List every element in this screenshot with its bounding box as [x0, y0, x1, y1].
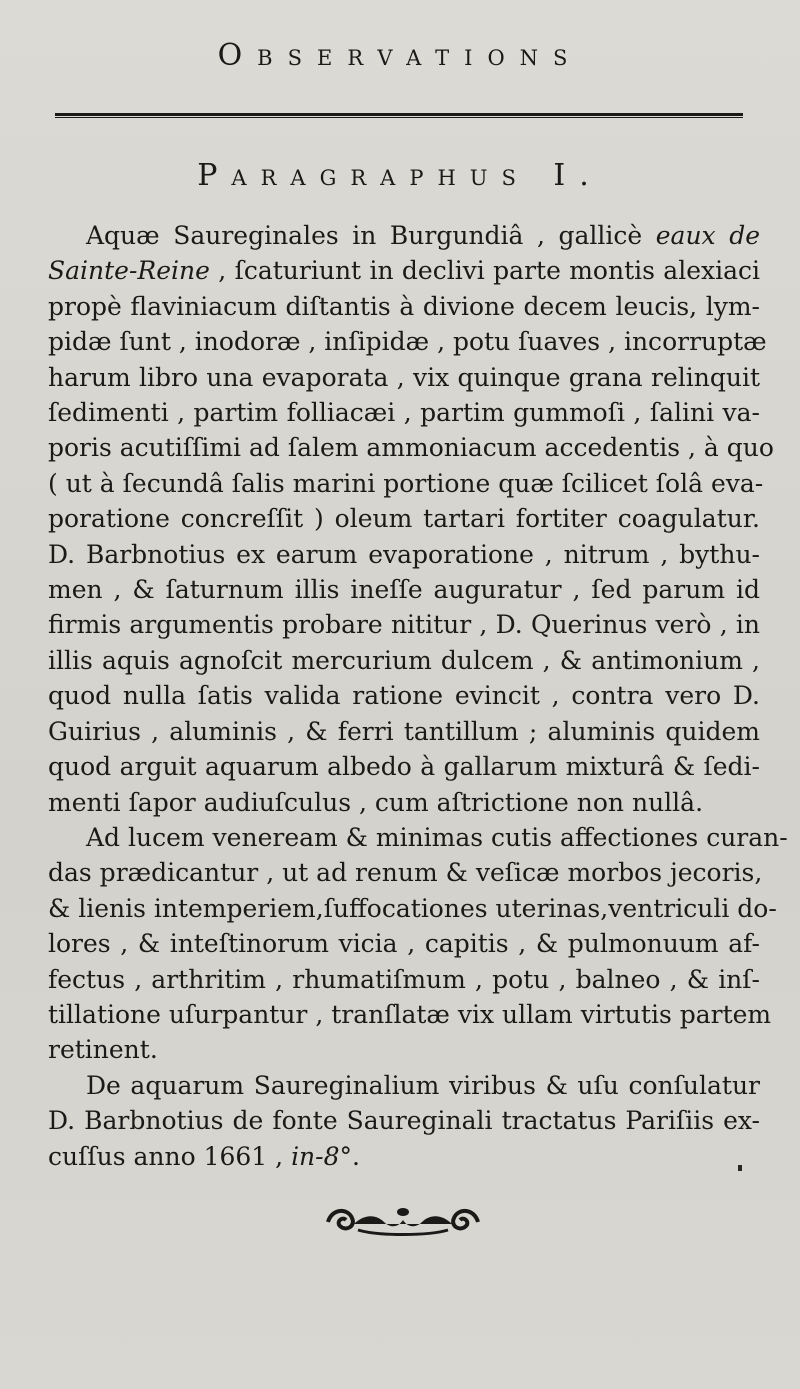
text-line: illis aquis agnoſcit mercurium dulcem , & antimonium , [48, 645, 760, 675]
decorative-ornament-icon [318, 1200, 488, 1240]
text-line: Sainte-Reine , ſcaturiunt in declivi parte montis alexiaci [48, 256, 760, 286]
text-line: pidæ ſunt , inodoræ , inſipidæ , potu ſuaves , incorruptæ [48, 327, 767, 357]
text-line: tillatione uſurpantur , tranſlatæ vix ullam virtutis partem [48, 999, 772, 1029]
text-line: quod nulla ſatis valida ratione evincit , contra vero D. [48, 681, 760, 711]
text-line: harum libro una evaporata , vix quinque grana relinquit [48, 362, 760, 392]
text-line: lores , & inteſtinorum vicia , capitis , & pulmonuum af- [48, 929, 760, 959]
text-line: poratione concreſſit ) oleum tartari fortiter coagulatur. [48, 504, 760, 534]
paragraph-3 [48, 1068, 760, 1174]
text-line: quod arguit aquarum albedo à gallarum mixturâ & ſedi- [48, 752, 760, 782]
text-line: propè flaviniacum diſtantis à divione decem leucis, lym- [48, 291, 760, 321]
text-line: das prædicantur , ut ad renum & veſicæ morbos jecoris, [48, 858, 763, 888]
paragraph-1 [48, 218, 774, 820]
text-line: D. Barbnotius de fonte Saureginali tractatus Pariſiis ex- [48, 1106, 760, 1136]
header-rule [55, 113, 743, 118]
section-heading: Paragraphus I. [197, 158, 603, 193]
text-line: firmis argumentis probare nititur , D. Querinus verò , in [48, 610, 760, 640]
text-line: Guirius , aluminis , & ferri tantillum ; aluminis quidem [48, 716, 760, 746]
text-line: & lienis intemperiem,ſuffocationes uterinas,ventriculi do- [48, 893, 777, 923]
text-line: cuſſus anno 1661 , in-8°. [48, 1141, 360, 1171]
text-line: ſedimenti , partim folliacæi , partim gummoſi , ſalini va- [48, 398, 760, 428]
running-head: Observations [217, 38, 583, 73]
text-line: men , & ſaturnum illis ineſſe auguratur , ſed parum id [48, 575, 760, 605]
text-line: Aquæ Saureginales in Burgundiâ , gallicè eaux de [86, 221, 760, 250]
text-line: retinent. [48, 1035, 158, 1065]
italic-phrase: in-8° [291, 1141, 353, 1171]
ink-speck [738, 1165, 742, 1171]
text-line: fectus , arthritim , rhumatiſmum , potu , balneo , & inſ- [48, 964, 760, 994]
text-line: menti ſapor audiuſculus , cum aſtrictione non nullâ. [48, 787, 704, 817]
italic-phrase: eaux de [655, 221, 760, 250]
text-line: D. Barbnotius ex earum evaporatione , nitrum , bythu- [48, 539, 760, 569]
body-text [48, 218, 788, 1174]
italic-phrase: Sainte-Reine [48, 256, 210, 286]
text-line: Ad lucem veneream & minimas cutis affectiones curan- [86, 822, 788, 852]
text-line: De aquarum Saureginalium viribus & uſu conſulatur [86, 1070, 760, 1100]
paragraph-2 [48, 820, 788, 1068]
text-line: poris acutiſſimi ad ſalem ammoniacum accedentis , à quo [48, 433, 774, 463]
text-line: ( ut à ſecundâ ſalis marini portione quæ ſcilicet ſolâ eva- [48, 468, 764, 498]
